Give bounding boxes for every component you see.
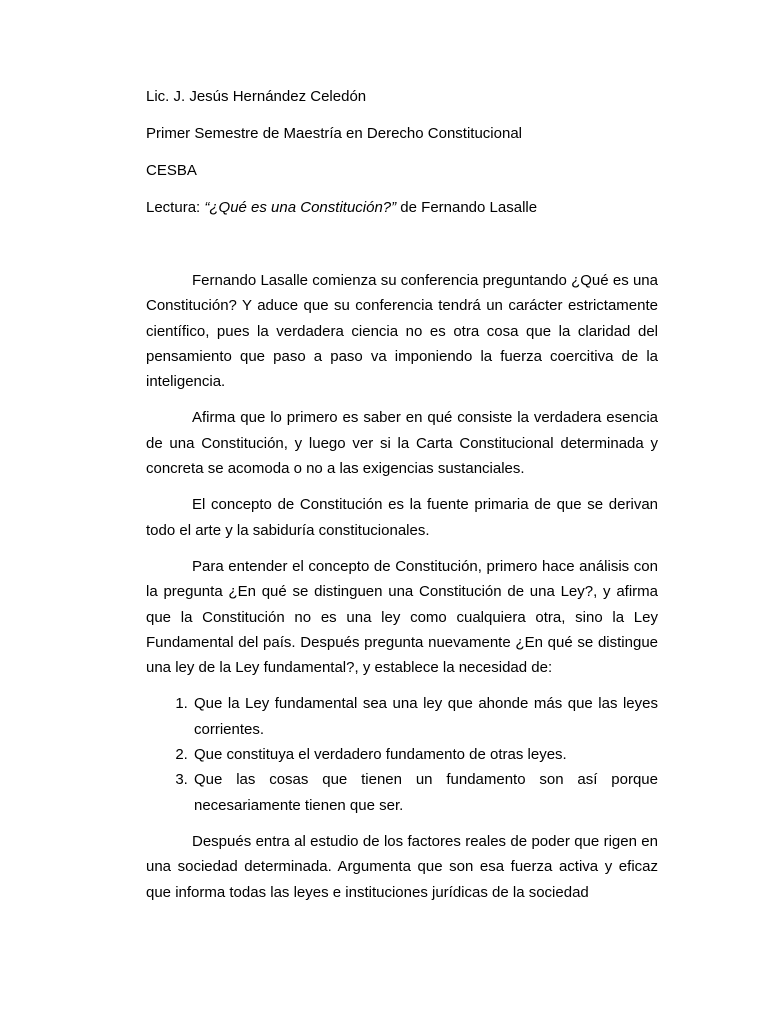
program-line: Primer Semestre de Maestría en Derecho Constitucional [146,125,522,142]
paragraph: Fernando Lasalle comienza su conferencia preguntando ¿Qué es una Constitución? Y aduce que su conferencia tendrá un carácter estrictamente científico, pues la verdadera ciencia no es otra cosa que la claridad del pensamiento que paso a paso va imponiendo la fuerza coercitiva de la inteligencia. [146,272,658,391]
numbered-list [146,691,658,817]
reading-suffix: de Fernando Lasalle [396,199,538,216]
document-body [146,268,658,916]
paragraph: El concepto de Constitución es la fuente primaria de que se derivan todo el arte y la sabiduría constitucionales. [146,496,658,539]
list-item: 1. Que la Ley fundamental sea una ley que ahonde más que las leyes corrientes. [192,691,658,742]
paragraph: Para entender el concepto de Constitución, primero hace análisis con la pregunta ¿En qué se distinguen una Constitución de una Ley?, y afirma que la Constitución no es una ley como cualquiera otra, sino la Ley Fundamental del país. Después pregunta nuevamente ¿En qué se distingue una ley de la Ley fundamental?, y establece la necesidad de: [146,557,658,677]
institution-line: CESBA [146,162,197,179]
author-line: Lic. J. Jesús Hernández Celedón [146,88,367,105]
reading-title: “¿Qué es una Constitución?” [204,199,397,216]
reading-line [146,199,537,217]
paragraph: Afirma que lo primero es saber en qué consiste la verdadera esencia de una Constitución, y luego ver si la Carta Constitucional determinada y concreta se acomoda o no a las exigencias sustanciales. [146,409,658,478]
list-item: 3. Que las cosas que tienen un fundamento son así porque necesariamente tienen que ser. [192,767,658,818]
reading-prefix: Lectura: [146,199,205,216]
paragraph: Después entra al estudio de los factores reales de poder que rigen en una sociedad determinada. Argumenta que son esa fuerza activa y eficaz que informa todas las leyes e instituciones jurídicas de la sociedad [146,832,658,901]
list-item: 2. Que constituya el verdadero fundamento de otras leyes. [192,742,658,767]
